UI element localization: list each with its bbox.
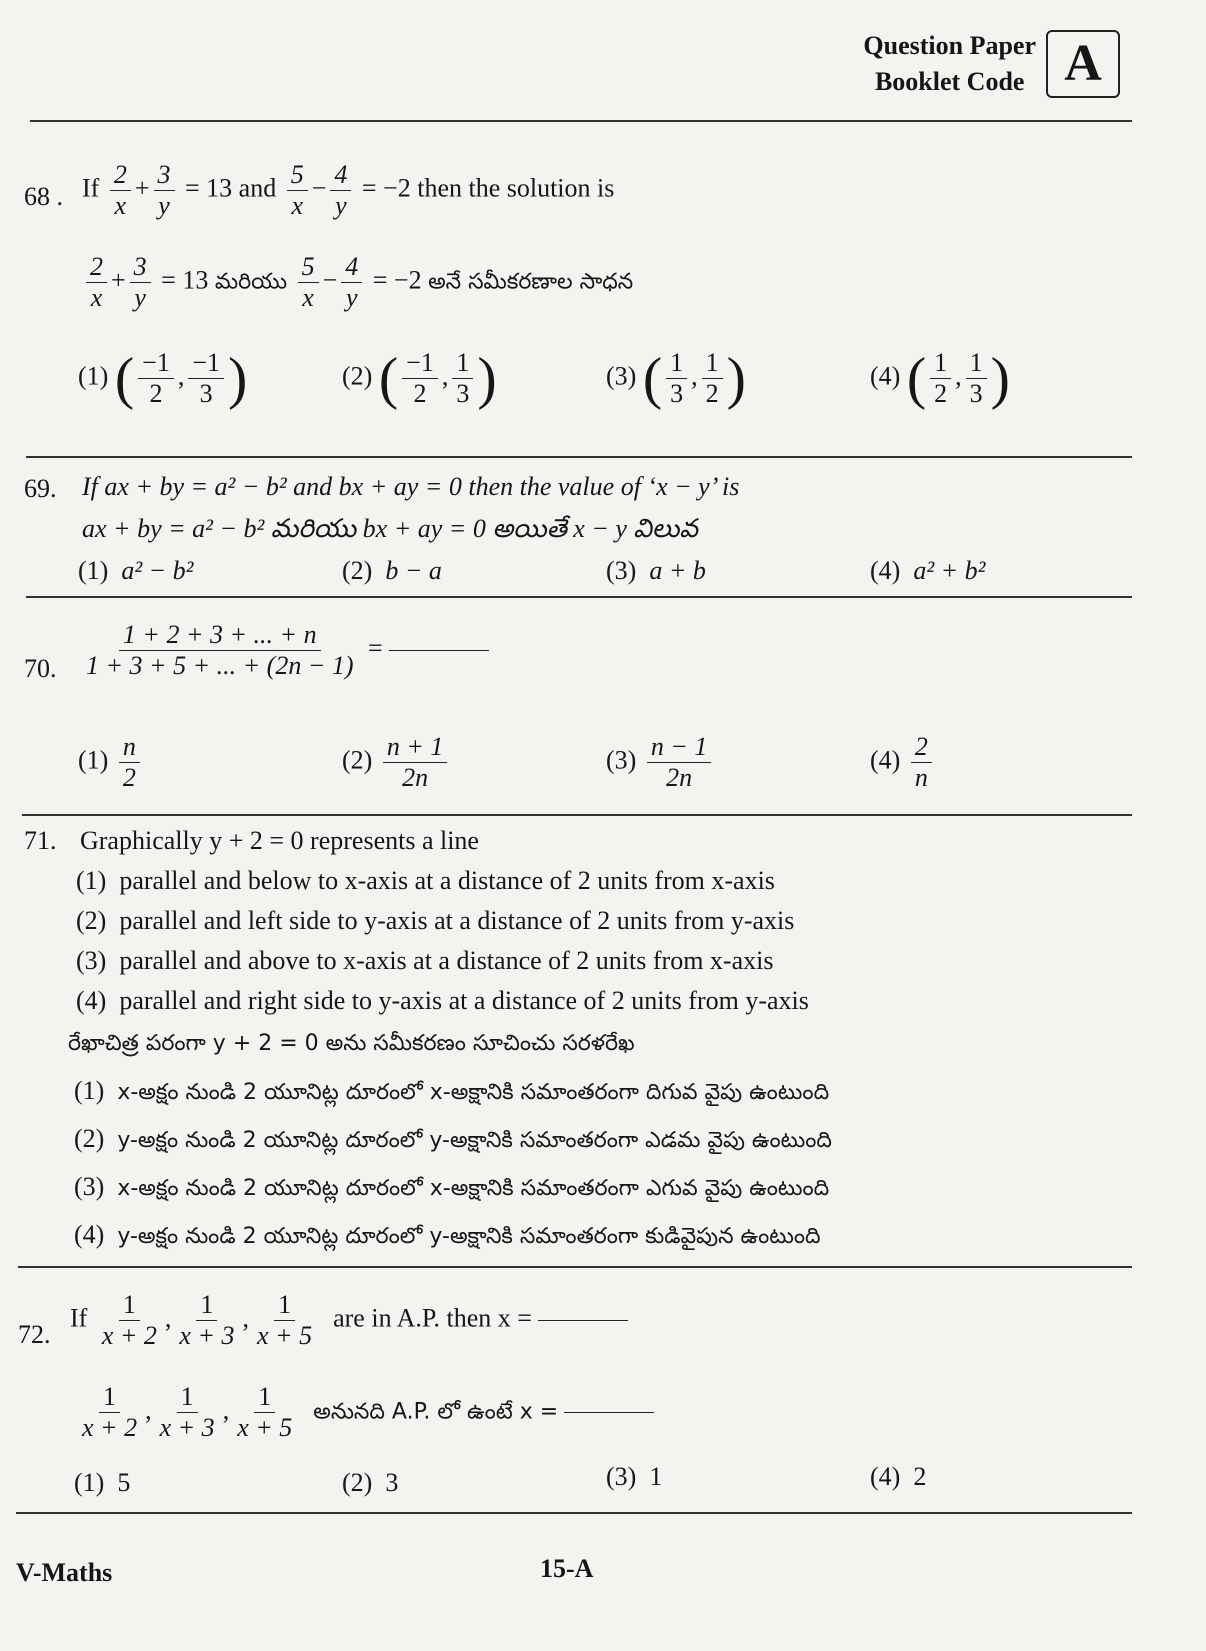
q70-option-1[interactable]: (1) $\frac{n}{2}$ <box>78 732 144 793</box>
q71-option-te-2[interactable]: (2) y-అక్షం నుండి 2 యూనిట్ల దూరంలో y-అక్షానికి సమాంతరంగా ఎడమ వైపు ఉంటుంది <box>74 1124 832 1153</box>
q69-stem-en: If ax + by = a² − b² and bx + ay = 0 then the value of ‘x − y’ is <box>82 472 740 501</box>
q70-option-2[interactable]: (2) $\frac{n + 1}{2n}$ <box>342 732 451 793</box>
q68-option-4[interactable]: (4) ( $\frac{1}{2}$ , $\frac{1}{3}$ ) <box>870 345 1010 411</box>
fraction: $\frac{1}{x + 3}$ <box>159 1382 215 1442</box>
fraction: $\frac{3}{y}$ <box>154 160 175 221</box>
fraction: $\frac{4}{y}$ <box>341 252 362 313</box>
q71-option-te-4[interactable]: (4) y-అక్షం నుండి 2 యూనిట్ల దూరంలో y-అక్షానికి సమాంతరంగా కుడివైపున ఉంటుంది <box>74 1220 821 1249</box>
question-number: 70. <box>24 654 57 683</box>
question-70 <box>24 620 1134 810</box>
header-line2: Booklet Code <box>874 67 1025 96</box>
fraction: $\frac{2}{x}$ <box>86 252 107 313</box>
question-number: 71. <box>24 826 57 855</box>
question-72 <box>18 1290 1134 1500</box>
question-68 <box>24 160 1134 430</box>
footer-subject: V-Maths <box>16 1558 113 1587</box>
q72-stem-en: If $\frac{1}{x + 2}$ , $\frac{1}{x + 3}$ , $\frac{1}{x + 5}$ are in A.P. then x = <box>70 1290 628 1351</box>
fraction: $\frac{1}{x + 5}$ <box>237 1382 293 1442</box>
q72-option-2[interactable]: (2) 3 <box>342 1468 399 1497</box>
fraction: $\frac{5}{x}$ <box>287 160 308 221</box>
fraction: $\frac{4}{y}$ <box>330 160 351 221</box>
footer-page-number: 15-A <box>540 1554 594 1583</box>
q68-option-3[interactable]: (3) ( $\frac{1}{3}$ , $\frac{1}{2}$ ) <box>606 345 746 411</box>
q71-stem-en: Graphically y + 2 = 0 represents a line <box>80 826 479 855</box>
q69-option-4[interactable]: (4) a² + b² <box>870 556 986 585</box>
booklet-code-box: A <box>1046 30 1120 98</box>
q69-option-2[interactable]: (2) b − a <box>342 556 442 585</box>
q71-option-te-1[interactable]: (1) x-అక్షం నుండి 2 యూనిట్ల దూరంలో x-అక్షానికి సమాంతరంగా దిగువ వైపు ఉంటుంది <box>74 1076 830 1105</box>
fraction: $\frac{5}{x}$ <box>298 252 319 313</box>
answer-blank <box>389 650 489 651</box>
q71-option-en-4[interactable]: (4) parallel and right side to y-axis at a distance of 2 units from y-axis <box>76 986 809 1015</box>
divider-70 <box>22 814 1132 816</box>
q72-stem-te: $\frac{1}{x + 2}$ , $\frac{1}{x + 3}$ , $\frac{1}{x + 5}$ అనునది A.P. లో ఉంటే x = <box>74 1382 654 1443</box>
q72-option-1[interactable]: (1) 5 <box>74 1468 131 1497</box>
q71-option-en-3[interactable]: (3) parallel and above to x-axis at a distance of 2 units from x-axis <box>76 946 774 975</box>
answer-blank <box>538 1320 628 1321</box>
q69-option-3[interactable]: (3) a + b <box>606 556 706 585</box>
q68-option-1[interactable]: (1) ( $\frac{-1}{2}$ , $\frac{-1}{3}$ ) <box>78 345 248 411</box>
fraction: $\frac{1 + 2 + 3 + ... + n}{1 + 3 + 5 + ... + (2n - 1)}$ <box>86 620 354 680</box>
q68-lead: If <box>82 173 100 203</box>
q69-stem-te: ax + by = a² − b² మరియు bx + ay = 0 అయితే x − y విలువ <box>82 514 698 543</box>
question-69 <box>24 470 1134 590</box>
question-number: 69. <box>24 474 57 503</box>
q69-option-1[interactable]: (1) a² − b² <box>78 556 194 585</box>
header-line1: Question Paper <box>863 31 1036 60</box>
question-number: 72. <box>18 1320 51 1349</box>
header-divider <box>30 120 1132 122</box>
divider-72 <box>16 1512 1132 1514</box>
q70-option-3[interactable]: (3) $\frac{n - 1}{2n}$ <box>606 732 715 793</box>
divider-69 <box>26 596 1132 598</box>
fraction: $\frac{1}{x + 2}$ <box>101 1290 157 1350</box>
q71-stem-te: రేఖాచిత్ర పరంగా y + 2 = 0 అను సమీకరణం సూచించు సరళరేఖ <box>68 1031 635 1056</box>
fraction: $\frac{1}{x + 5}$ <box>257 1290 313 1350</box>
q72-option-4[interactable]: (4) 2 <box>870 1462 927 1491</box>
q71-option-te-3[interactable]: (3) x-అక్షం నుండి 2 యూనిట్ల దూరంలో x-అక్షానికి సమాంతరంగా ఎగువ వైపు ఉంటుంది <box>74 1172 830 1201</box>
q71-option-en-1[interactable]: (1) parallel and below to x-axis at a distance of 2 units from x-axis <box>76 866 775 895</box>
answer-blank <box>564 1412 654 1413</box>
q70-option-4[interactable]: (4) $\frac{2}{n}$ <box>870 732 936 793</box>
q68-stem-te: $\frac{2}{x}$ + $\frac{3}{y}$ = 13 మరియు $\frac{5}{x}$ − $\frac{4}{y}$ = −2 అనే సమీకరణాల సాధన <box>82 252 633 313</box>
booklet-code-label <box>863 28 1036 100</box>
question-71 <box>24 826 1134 1249</box>
q68-option-2[interactable]: (2) ( $\frac{-1}{2}$ , $\frac{1}{3}$ ) <box>342 345 497 411</box>
q71-option-en-2[interactable]: (2) parallel and left side to y-axis at a distance of 2 units from y-axis <box>76 906 795 935</box>
divider-71 <box>18 1266 1132 1268</box>
fraction: $\frac{3}{y}$ <box>130 252 151 313</box>
fraction: $\frac{2}{x}$ <box>110 160 131 221</box>
fraction: $\frac{1}{x + 3}$ <box>179 1290 235 1350</box>
question-number: 68 . <box>24 182 63 211</box>
q72-option-3[interactable]: (3) 1 <box>606 1462 663 1491</box>
fraction: $\frac{1}{x + 2}$ <box>82 1382 138 1442</box>
q68-stem-en: If $\frac{2}{x}$ + $\frac{3}{y}$ = 13 and $\frac{5}{x}$ − $\frac{4}{y}$ = −2 then the solution is <box>82 160 615 220</box>
divider-68 <box>26 456 1132 458</box>
q70-stem: $\frac{1 + 2 + 3 + ... + n}{1 + 3 + 5 + ... + (2n - 1)}$ = <box>78 620 489 681</box>
booklet-code-header <box>863 28 1120 100</box>
